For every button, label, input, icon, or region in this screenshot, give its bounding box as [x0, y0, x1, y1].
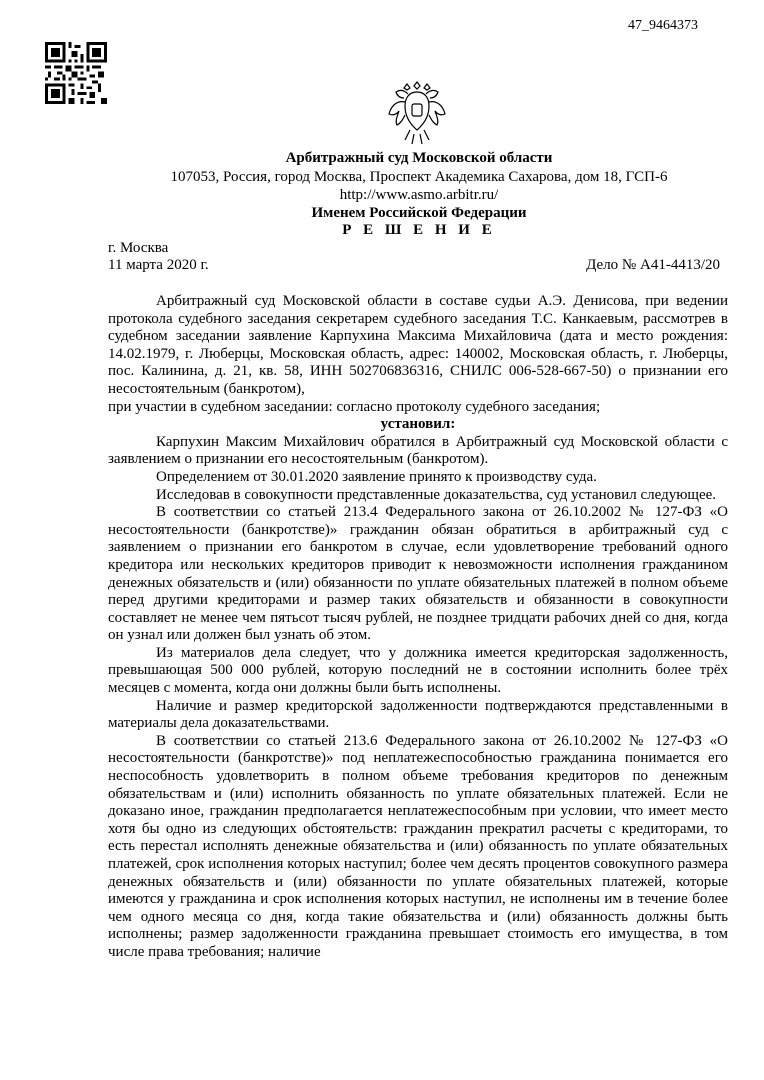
decision-body — [108, 293, 728, 962]
court-address: 107053, Россия, город Москва, Проспект Академика Сахарова, дом 18, ГСП-6 — [170, 169, 668, 185]
section-heading: установил: — [380, 416, 456, 433]
qr-code-icon — [45, 42, 107, 104]
paragraph: Карпухин Максим Михайлович обратился в Арбитражный суд Московской области с заявлением о признании его несостоятельным (банкротом). — [108, 433, 728, 468]
paragraph: при участии в судебном заседании: согласно протоколу судебного заседания; — [108, 398, 601, 415]
paragraph: В соответствии со статьей 213.6 Федерального закона от 26.10.2002 № 127-ФЗ «О несостоятельности (банкротстве)» под неплатежеспособностью гражданина понимается его неспособность удовлетворить в полном объеме требования кредиторов по денежным обязательствам и (или) исполнить обязанность по уплате обязательных платежей. Если не доказано иное, гражданин предполагается неплатежеспособным при условии, что имеет место хотя бы одно из следующих обстоятельств: гражданин прекратил расчеты с кредиторами, то есть перестал исполнять денежные обязательства и (или) обязанность по уплате обязательных платежей, срок исполнения которых наступил; более чем десять процентов совокупного размера денежных обязательств и (или) обязанности по уплате обязательных платежей, которые имеются у гражданина и срок исполнения которых наступил, не исполнены им в течение более чем одного месяца со дня, когда такие обязательства и (или) обязанность должны быть исполнены; размер задолженности гражданина превышает стоимость его имущества, в том числе права требования; наличие — [108, 732, 728, 960]
paragraph: Наличие и размер кредиторской задолженности подтверждаются представленными в материалы дела доказательствами. — [108, 697, 728, 732]
decision-date: 11 марта 2020 г. — [108, 257, 209, 273]
in-the-name-of: Именем Российской Федерации — [311, 205, 527, 221]
city: г. Москва — [108, 240, 169, 256]
document-id: 47_9464373 — [628, 18, 698, 33]
paragraph: Из материалов дела следует, что у должника имеется кредиторская задолженность, превышающая 500 000 рублей, которую последний не в состоянии исполнить более трёх месяцев с момента, когда они должны были быть исполнены. — [108, 644, 728, 697]
paragraph: Определением от 30.01.2020 заявление принято к производству суда. — [156, 468, 597, 485]
paragraph: Исследовав в совокупности представленные доказательства, суд установил следующее. — [156, 486, 717, 503]
court-website[interactable]: http://www.asmo.arbitr.ru/ — [339, 187, 499, 203]
paragraph: В соответствии со статьей 213.4 Федерального закона от 26.10.2002 № 127-ФЗ «О несостоятельности (банкротстве)» гражданин обязан обратиться в арбитражный суд с заявлением о признании его банкротом в случае, если удовлетворение требований одного кредитора или нескольких кредиторов приводит к невозможности исполнения гражданином денежных обязательств и (или) обязанности по уплате обязательных платежей в полном объеме перед другими кредиторами и размер таких обязательств и обязанности в совокупности составляет не менее чем пятьсот тысяч рублей, не позднее тридцати рабочих дней со дня, когда он узнал или должен был узнать об этом. — [108, 504, 728, 644]
paragraph: Арбитражный суд Московской области в составе судьи А.Э. Денисова, при ведении протокола судебного заседания секретарем судебного заседания Т.С. Канкаевым, рассмотрев в судебном заседании заявление Карпухина Максима Михайловича (дата и место рождения: 14.02.1979, г. Люберцы, Московская область, адрес: 140002, Московская область, г. Люберцы, пос. Калинина, д. 21, кв. 58, ИНН 502706836316, СНИЛС 006-528-667-50) о признании его несостоятельным (банкротом), — [108, 293, 728, 397]
decision-title: Р Е Ш Е Н И Е — [342, 222, 496, 238]
case-number: Дело № А41-4413/20 — [586, 257, 720, 273]
coat-of-arms-icon — [386, 78, 448, 148]
court-name: Арбитражный суд Московской области — [285, 150, 553, 166]
